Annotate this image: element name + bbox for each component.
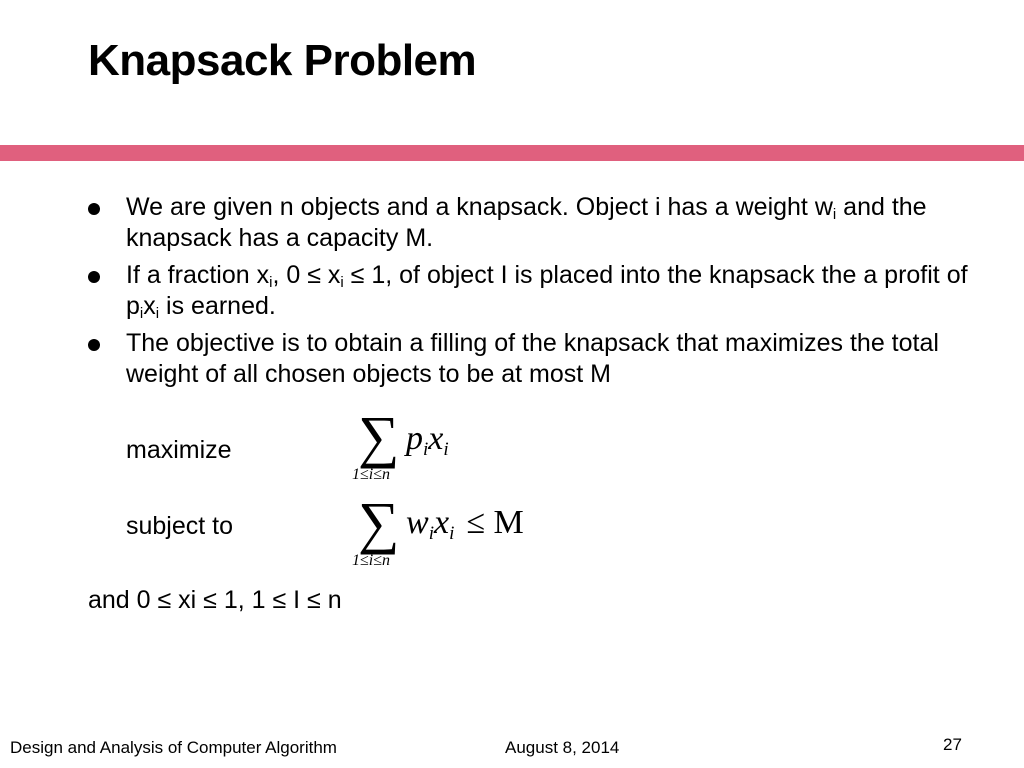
bullet-text-part: , 0 ≤ x <box>272 261 341 289</box>
title-divider <box>0 145 1024 161</box>
summation-symbol: ∑ <box>358 490 400 555</box>
subscript: i <box>155 305 160 322</box>
bullet-text-part: and the knapsack has a capacity M. <box>126 193 927 252</box>
subscript: i <box>139 305 144 322</box>
summation-limits: 1≤i≤n <box>352 552 391 569</box>
variable: x <box>428 420 444 457</box>
constraint-line: and 0 ≤ xi ≤ 1, 1 ≤ I ≤ n <box>88 586 342 614</box>
bullet-text-part: x <box>143 292 156 320</box>
slide-title: Knapsack Problem <box>88 36 477 85</box>
bullet-dot <box>88 203 100 215</box>
bullet-text: The objective is to obtain a filling of the knapsack that maximizes the total weight of all chosen objects to be at most M <box>126 329 939 388</box>
subscript: i <box>428 523 434 544</box>
subscript: i <box>443 439 449 460</box>
bullet-text-part: is earned. <box>159 292 276 320</box>
summand <box>406 420 449 461</box>
summation-limits: 1≤i≤n <box>352 466 391 483</box>
bullet-text-part: ≤ 1, of object I is placed into the knapsack the a profit of p <box>126 261 968 320</box>
variable: w <box>406 504 429 541</box>
subscript: i <box>423 439 429 460</box>
summation-symbol: ∑ <box>358 404 400 469</box>
bullet-text-part: We are given n objects and a knapsack. Object i has a weight w <box>126 193 833 221</box>
bullet-text-part: If a fraction x <box>126 261 270 289</box>
maximize-label: maximize <box>126 436 232 464</box>
bullet-item <box>88 328 968 390</box>
variable: x <box>433 504 450 541</box>
bullet-text <box>126 193 927 252</box>
footer-date: August 8, 2014 <box>505 738 620 757</box>
subscript: i <box>340 274 344 291</box>
bullet-item <box>88 260 968 322</box>
summand <box>406 504 524 545</box>
subject-to-label: subject to <box>126 512 234 540</box>
bullet-text <box>126 261 968 320</box>
relation: ≤ M <box>466 504 524 541</box>
subscript: i <box>449 523 455 544</box>
subscript: i <box>269 274 273 291</box>
bullet-list <box>88 192 968 396</box>
variable: p <box>406 420 423 457</box>
bullet-dot <box>88 339 100 351</box>
subscript: i <box>832 206 837 223</box>
page-number: 27 <box>943 735 962 754</box>
footer-course: Design and Analysis of Computer Algorithm <box>10 738 337 757</box>
bullet-dot <box>88 271 100 283</box>
bullet-item <box>88 192 968 254</box>
